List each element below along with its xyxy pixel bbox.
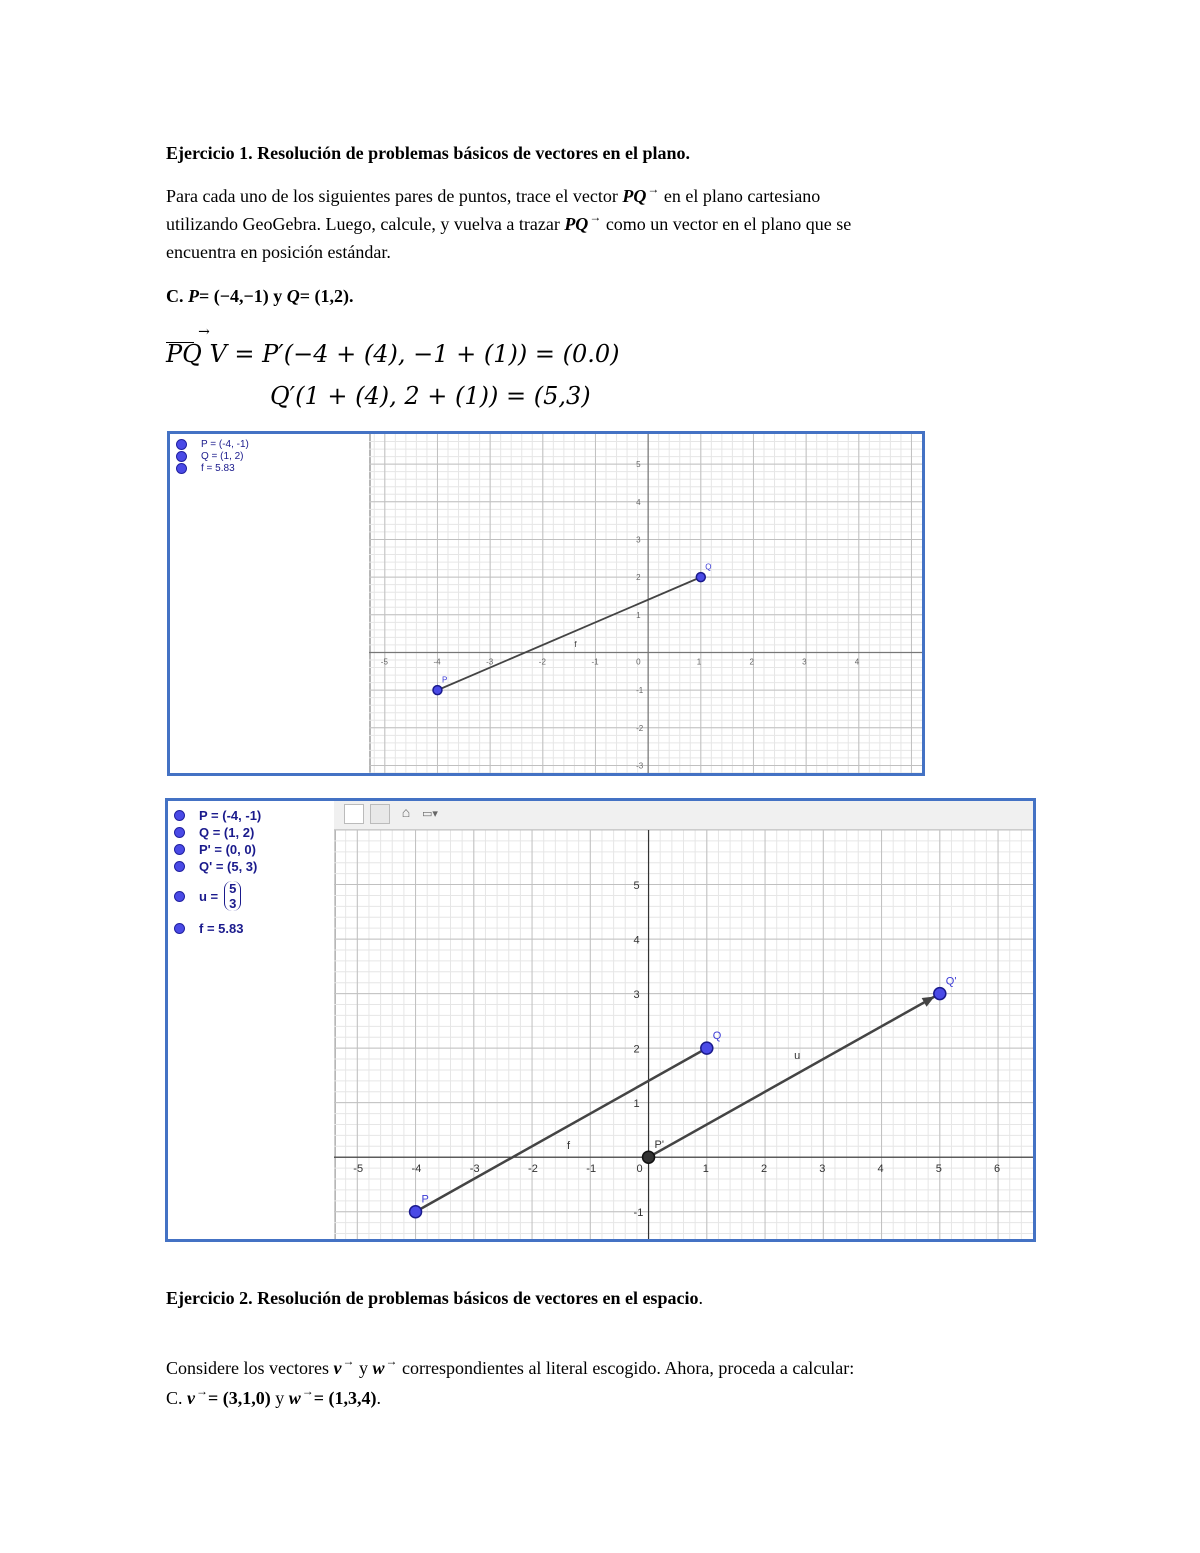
text-run: = (−4,−1) y [199,286,287,306]
y-tick-label: 3 [636,535,641,545]
text-run: y [354,1358,373,1378]
vector-v-value: = (3,1,0) [208,1388,271,1408]
point-q-symbol: Q [286,286,300,306]
visibility-dot-icon[interactable] [176,439,187,450]
text-run: y [270,1388,289,1408]
algebra-label: Q = (1, 2) [201,451,244,462]
point-Q' [934,988,946,1000]
x-tick-label: 0 [636,1163,643,1176]
algebra-item-p-prime[interactable] [174,842,256,857]
vector-arrow: → [342,1354,355,1368]
item-c-prefix: C. [166,286,188,306]
math-expression: V = P′(−4 + (4), −1 + (1)) = (0.0) [201,340,620,368]
x-tick-label: -3 [486,657,494,667]
x-tick-label: -4 [411,1163,422,1176]
text-run: correspondientes al literal escogido. Ahora, proceda a calcular: [397,1358,855,1378]
vector-arrow: → [647,182,660,196]
vector-arrow: → [385,1354,398,1368]
algebra-label: P = (-4, -1) [199,808,262,823]
x-tick-label: 6 [994,1163,1001,1176]
visibility-dot-icon[interactable] [174,891,185,902]
x-tick-label: -4 [433,657,441,667]
title-period: . [698,1288,703,1308]
text-run: Para cada uno de los siguientes pares de puntos, trace el vector [166,186,623,206]
algebra-item-q-prime[interactable] [174,859,257,874]
visibility-dot-icon[interactable] [174,923,185,934]
point-Q [696,573,705,582]
x-tick-label: 4 [854,657,860,667]
x-tick-label: 2 [761,1163,768,1176]
move-tool-button[interactable] [344,804,364,824]
point-label: P' [654,1139,664,1152]
algebra-view [170,434,371,773]
graphics-view[interactable] [369,434,922,773]
point-P [410,1206,422,1218]
algebra-item-f[interactable] [174,921,243,936]
vector-v: v [333,1358,342,1378]
exercise-1-paragraph-line-1 [166,182,820,212]
visibility-dot-icon[interactable] [174,861,185,872]
algebra-label: f = 5.83 [199,921,244,936]
text-run: Considere los vectores [166,1358,334,1378]
vector-w-value: = (1,3,4) [313,1388,377,1408]
vector-component-top: 5 [229,881,237,896]
y-tick-label: 2 [636,573,641,583]
vector-pq: PQ [564,214,589,234]
exercise-1-title: Ejercicio 1. Resolución de problemas básicos de vectores en el plano. [166,143,690,163]
vector-arrow: → [196,1384,209,1398]
x-tick-label: -5 [353,1163,364,1176]
vector-u [649,994,940,1158]
vector-w: w [288,1388,301,1408]
y-tick-label: -1 [633,1207,644,1220]
x-tick-label: 2 [749,657,754,667]
x-tick-label: -5 [380,657,388,667]
y-tick-label: 3 [633,989,640,1002]
x-tick-label: -1 [586,1163,597,1176]
point-P [433,686,442,695]
style-dropdown-icon[interactable]: ▭▾ [422,808,438,820]
visibility-dot-icon[interactable] [176,463,187,474]
point-p-symbol: P [188,286,199,306]
vector-arrow: → [301,1384,314,1398]
geogebra-window-1 [167,431,925,776]
math-line-2: Q′(1 + (4), 2 + (1)) = (5,3) [270,382,591,410]
algebra-view [168,801,336,1239]
graphics-view[interactable] [334,830,1033,1239]
algebra-item-p[interactable] [174,808,261,823]
x-tick-label: 5 [935,1163,942,1176]
text-run: = (1,2). [299,286,354,306]
x-tick-label: -1 [591,657,599,667]
algebra-item-q[interactable] [174,825,254,840]
x-tick-label: -2 [528,1163,538,1176]
column-vector [224,881,241,911]
y-tick-label: 4 [636,497,641,507]
algebra-label: u = [199,888,219,904]
y-tick-label: 2 [633,1043,640,1056]
item-c-vectors [166,1384,381,1414]
algebra-label: P' = (0, 0) [199,842,256,857]
geogebra-window-2 [165,798,1036,1242]
item-c-prefix: C. [166,1388,188,1408]
y-tick-label: -1 [636,686,644,696]
algebra-label: Q' = (5, 3) [199,859,258,874]
y-tick-label: 1 [636,610,641,620]
title-text: Ejercicio 2. Resolución de problemas básicos de vectores en el espacio [166,1288,699,1308]
point-label: Q [705,562,712,572]
algebra-item-q[interactable] [176,451,244,462]
algebra-label: Q = (1, 2) [199,825,255,840]
vector-label: u [794,1050,801,1063]
exercise-2-title [166,1288,703,1309]
text-run: utilizando GeoGebra. Luego, calcule, y vuelva a trazar [166,214,565,234]
segment-f [437,577,700,690]
point-label: Q' [945,975,957,988]
point-label: Q [712,1030,722,1043]
text-run: . [376,1388,382,1408]
visibility-dot-icon[interactable] [176,451,187,462]
text-run: en el plano cartesiano [659,186,821,206]
x-tick-label: 3 [802,657,807,667]
x-tick-label: -3 [469,1163,480,1176]
vector-v: v [187,1388,196,1408]
segment-label: f [574,639,577,649]
vector-component-bottom: 3 [229,896,237,911]
vector-w: w [372,1358,385,1378]
point-P' [643,1151,655,1163]
y-tick-label: 5 [633,880,640,893]
visibility-dot-icon[interactable] [174,810,185,821]
algebra-item-p[interactable] [176,439,249,450]
text-run: como un vector en el plano que se [601,214,852,234]
exercise-1-paragraph-line-2 [166,210,851,240]
segment-label: f [567,1140,571,1153]
visibility-dot-icon[interactable] [174,844,185,855]
exercise-2-paragraph [166,1354,854,1384]
item-c-points [166,282,354,310]
visibility-dot-icon[interactable] [174,827,185,838]
algebra-item-u[interactable] [174,881,241,911]
x-tick-label: 1 [696,657,702,667]
algebra-item-f[interactable] [176,463,235,474]
algebra-label: f = 5.83 [201,463,235,474]
x-tick-label: 3 [819,1163,826,1176]
point-Q [701,1042,713,1054]
graphics-toolbar [334,801,1033,830]
vector-arrow: → [589,210,602,224]
y-tick-label: -2 [636,723,644,733]
x-tick-label: 0 [636,657,641,667]
segment-f [416,1048,707,1212]
x-tick-label: -2 [538,657,546,667]
x-tick-label: 4 [877,1163,884,1176]
point-label: P [421,1193,429,1206]
math-line-1 [166,340,619,368]
point-label: P [441,675,448,685]
x-tick-label: 1 [702,1163,709,1176]
y-tick-label: -3 [636,761,644,771]
y-tick-label: 5 [636,460,641,470]
vector-pq-overarrow: PQ → [166,340,202,368]
grid-toggle-button[interactable] [370,804,390,824]
algebra-label: P = (-4, -1) [201,439,249,450]
y-tick-label: 1 [633,1098,640,1111]
home-icon[interactable]: ⌂ [401,806,411,821]
vector-pq: PQ [622,186,647,206]
y-tick-label: 4 [633,934,640,947]
exercise-1-paragraph-line-3: encuentra en posición estándar. [166,242,391,262]
